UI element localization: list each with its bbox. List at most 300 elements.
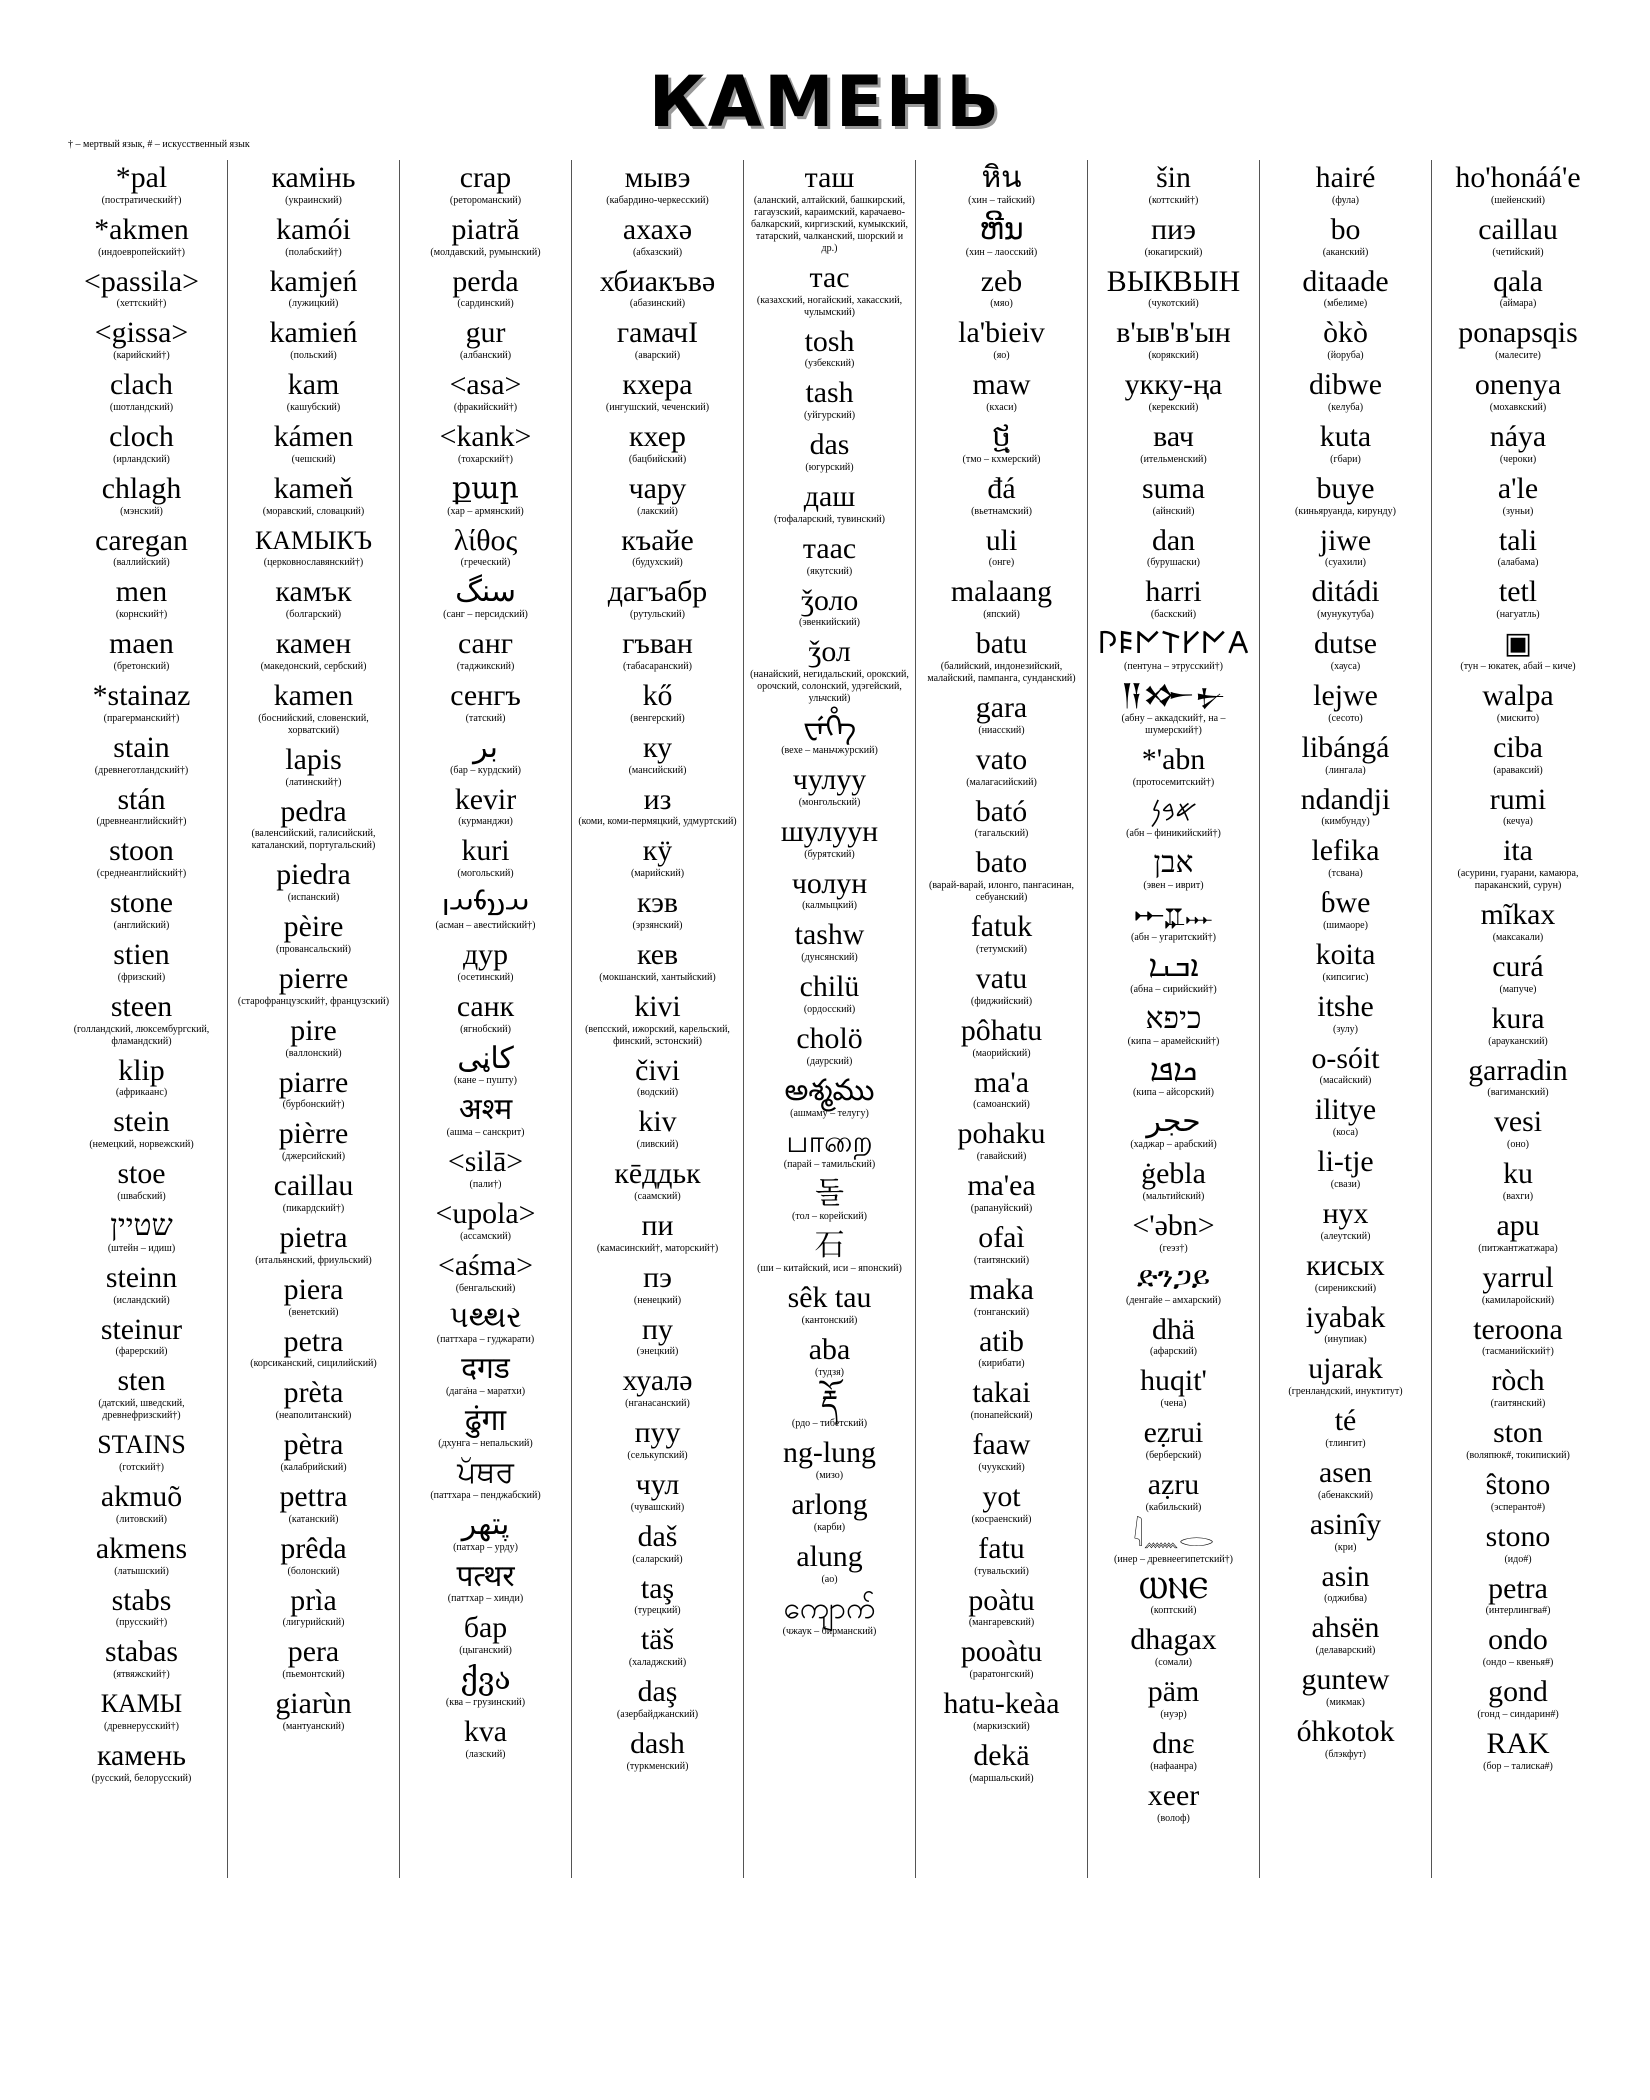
word-text: 𐤀𐤁𐤍 [1149,794,1198,828]
word-text: כיפא [1145,1001,1202,1035]
word-text: harri [1145,575,1202,609]
word-text: chlagh [101,471,182,505]
word-text: taş [640,1571,675,1605]
language-label: (инер – древнеегипетский†) [1113,1553,1233,1565]
language-label: (вахги) [1502,1190,1534,1202]
word-text: ditádi [1311,575,1380,609]
word-text: teroona [1473,1312,1563,1346]
language-label: (пикардский†) [282,1202,345,1214]
word-entry [1260,266,1431,311]
language-label: (ретороманский) [449,194,522,206]
word-entry [1260,1250,1431,1295]
language-label: (тсвана) [1328,868,1363,880]
word-text: ▣ [1503,627,1533,661]
language-label: (албанский) [459,350,512,362]
word-text: yot [982,1479,1021,1513]
word-entry [1432,1521,1604,1566]
word-text: <gissa> [94,316,189,350]
word-entry [1432,628,1604,673]
language-label: (ительменский) [1140,453,1207,465]
word-entry [400,835,571,880]
word-text: pièrre [278,1117,349,1151]
language-label: (раратонгский) [969,1669,1034,1681]
word-column [744,160,916,1878]
language-label: (кашубский) [286,402,341,414]
word-entry [572,1262,743,1307]
word-entry [56,317,227,362]
language-label: (баскский) [1150,609,1197,621]
language-label: (ягнобский) [460,1023,511,1035]
word-entry [1088,1417,1259,1462]
word-text: mĩkax [1480,898,1556,932]
word-text: xeer [1147,1778,1200,1812]
language-label: (нганасанский) [625,1398,690,1410]
word-text: ⲰⲚⲈ [1139,1571,1208,1605]
word-text: ofaì [978,1220,1025,1254]
word-entry [228,369,399,414]
word-entry [1088,162,1259,207]
word-text: بر [473,730,498,764]
word-entry [228,963,399,1008]
word-entry [1088,1365,1259,1410]
word-entry [1088,796,1259,841]
language-label: (тохарский†) [458,453,513,465]
language-label: (эрзянский) [632,920,683,931]
language-label: (неаполитанский) [275,1410,352,1422]
language-label: (парай – тамильский) [783,1159,876,1171]
word-text: अश्म [458,1093,513,1127]
language-label: (яо) [993,350,1010,362]
word-entry [1088,1262,1259,1307]
word-entry [572,887,743,932]
language-label: (рутульский) [630,609,685,621]
word-entry [56,576,227,621]
language-label: (паттхар – хинди) [447,1593,524,1605]
word-entry [744,1023,915,1068]
language-label: (денгайе – амхарский) [1126,1294,1221,1306]
word-entry [228,317,399,362]
language-label: (мунукутуба) [1317,609,1374,621]
word-text: kuta [1319,419,1372,453]
word-text: из [643,782,672,816]
word-text: пуу [634,1416,681,1450]
word-entry [1088,1314,1259,1359]
language-label: (абазинский) [629,298,686,310]
word-entry [1432,1106,1604,1151]
word-entry [916,1326,1087,1371]
language-label: (якутский) [806,565,853,577]
word-entry [744,1075,915,1120]
word-entry [1432,680,1604,725]
language-label: (мискито) [1496,712,1540,724]
word-text: lapis [285,742,342,776]
word-entry [916,692,1087,737]
word-text: кисых [1306,1248,1385,1282]
language-label: (голландский, люксембургский, фламандский) [73,1023,210,1047]
word-text: kő [642,678,673,712]
page-title: КАМЕНЬ [648,61,1002,143]
word-entry [1260,525,1431,570]
language-label: (нанайский, негидальский, орокский, орочский, солонский, удэгейский, ульчский) [750,669,909,705]
word-text: itshe [1317,989,1374,1023]
language-label: (латинский†) [285,776,342,788]
language-label: (селькупский) [627,1449,688,1461]
word-entry [400,369,571,414]
word-entry [1432,1624,1604,1669]
word-text: kamen [273,678,354,712]
word-text: чолун [791,866,868,900]
word-text: санк [456,989,515,1023]
word-entry [400,317,571,362]
word-text: таш [804,161,855,194]
word-entry [56,680,227,725]
word-text: piedra [276,858,351,892]
language-label: (сиреникский) [1314,1282,1377,1294]
language-label: (алабама) [1497,557,1539,569]
language-label: (микмак) [1326,1696,1365,1708]
word-text: тас [809,260,850,294]
word-entry [400,525,571,570]
word-entry [1088,369,1259,414]
language-label: (суахили) [1325,557,1366,569]
language-label: (ниасский) [978,724,1025,736]
word-text: tash [805,376,854,410]
language-label: (даурский) [806,1055,853,1067]
word-entry [1088,421,1259,466]
word-text: atib [979,1324,1024,1358]
language-label: (коса) [1332,1127,1359,1139]
word-text: dhä [1151,1312,1196,1346]
word-entry [228,576,399,621]
language-label: (бар – курдский) [450,764,521,776]
word-entry [1432,1262,1604,1307]
language-label: (таджикский) [456,661,515,673]
word-entry [228,525,399,570]
language-label: (абну – аккадский†, на – шумерский†) [1121,712,1226,736]
word-text: རྡོ [820,1384,839,1418]
word-text: камень [96,1738,187,1772]
language-label: (бор – талиска#) [1483,1760,1553,1772]
language-label: (казахский, ногайский, хакасский, чулымский) [756,294,903,318]
word-entry [228,911,399,956]
language-label: (дхунга – непальский) [438,1437,533,1449]
word-text: pôhatu [960,1013,1043,1047]
word-text: کاڼی [457,1041,514,1075]
word-text: ܟܐܦܐ [1149,1053,1198,1087]
word-text: qala [1493,264,1543,298]
word-entry [916,266,1087,311]
word-text: <'əbn> [1132,1208,1215,1242]
language-label: (тмо – кхмерский) [962,453,1041,465]
word-entry [1260,473,1431,518]
word-text: zeb [980,264,1023,298]
word-entry [572,1106,743,1151]
word-column [1432,160,1604,1878]
word-text: petra [1488,1571,1548,1605]
word-column [56,160,228,1878]
word-text: пиэ [1151,212,1196,246]
word-entry [1088,266,1259,311]
word-entry [1432,835,1604,892]
language-label: (вехе – маньчжурский) [781,745,878,757]
word-text: jiwe [1319,523,1372,557]
word-text: кӱ [642,834,673,868]
word-entry [572,317,743,362]
word-entry [400,784,571,829]
word-text: prêda [280,1531,347,1565]
language-label: (мангаревский) [968,1617,1035,1629]
language-label: (тетумский) [976,944,1027,955]
word-text: КАМЫКЪ [255,525,372,555]
word-text: iyabak [1305,1300,1386,1334]
word-entry [1260,162,1431,207]
word-entry [572,1676,743,1721]
word-entry [228,796,399,853]
language-label: (фризский) [117,971,166,983]
word-text: tetl [1498,575,1538,609]
word-entry [400,1716,571,1761]
language-label: (татский) [465,712,506,724]
word-entry [916,576,1087,621]
language-label: (джерсийский) [281,1151,346,1163]
word-entry [1260,1716,1431,1761]
word-entry [744,1489,915,1534]
word-text: maw [972,368,1031,402]
language-label: (хеттский†) [116,298,167,310]
word-entry [400,1457,571,1502]
language-label: (эсперанто#) [1490,1501,1546,1513]
word-entry [916,628,1087,685]
word-entry [1260,1612,1431,1657]
word-text: камък [275,575,352,609]
word-text: ǯоло [800,583,859,617]
word-text: piera [283,1272,344,1306]
word-text: giarùn [275,1687,352,1721]
word-text: stoon [109,834,174,868]
word-entry [228,1688,399,1733]
word-entry [916,1429,1087,1474]
word-text: libángá [1301,730,1390,764]
word-entry [1260,887,1431,932]
language-label: (ашма – санскрит) [446,1127,525,1139]
word-entry [1432,266,1604,311]
word-text: dibwe [1309,368,1382,402]
word-text: sten [117,1364,166,1398]
word-text: pire [290,1013,337,1047]
language-label: (ненецкий) [633,1294,682,1306]
word-entry [744,1230,915,1275]
word-entry [916,744,1087,789]
word-entry [744,636,915,705]
word-entry [572,680,743,725]
word-entry [1260,1146,1431,1191]
word-text: ǯол [808,635,851,669]
word-text: walpa [1482,678,1554,712]
word-text: klip [118,1053,165,1087]
word-entry [1432,1417,1604,1462]
language-label: (мапуче) [1499,983,1537,995]
word-entry [56,732,227,777]
language-label: (бурбонский†) [282,1099,345,1111]
word-entry [1260,1561,1431,1606]
language-label: (япский) [983,609,1020,621]
language-label: (кабильский) [1145,1501,1202,1513]
language-label: (афарский) [1149,1346,1198,1358]
word-text: suma [1141,471,1206,505]
word-entry [744,971,915,1016]
word-entry [56,1365,227,1422]
language-label: (венгерский) [630,712,685,724]
word-entry [1260,1198,1431,1243]
language-label: (македонский, сербский) [260,661,367,673]
language-label: (английский) [113,920,170,931]
word-entry [228,680,399,737]
word-text: bato [975,846,1028,880]
language-label: (гавайский) [976,1151,1027,1163]
language-label: (паттхара – гуджарати) [436,1334,535,1346]
language-label: (бацбийский) [628,453,687,465]
word-text: хуалә [622,1364,693,1398]
word-entry [572,1210,743,1255]
word-entry [916,214,1087,259]
word-text: பாறை [786,1125,873,1159]
word-text: అశ్మము [784,1073,875,1107]
word-entry [1432,1728,1604,1773]
language-label: (саамский) [634,1190,681,1202]
language-label: (хаджар – арабский) [1130,1139,1217,1151]
language-label: (молдавский, румынский) [430,246,541,258]
word-entry [572,214,743,259]
word-text: kamjeń [269,264,358,298]
language-label: (узбекский) [804,358,855,370]
word-text: гъван [622,627,693,661]
language-label: (итальянский, фриульский) [255,1254,372,1266]
word-entry [744,326,915,371]
word-text: кхер [629,419,686,453]
word-entry [916,525,1087,570]
word-text: мывэ [624,161,691,194]
word-entry [56,1262,227,1307]
word-column [1260,160,1432,1878]
language-label: (корякский) [1148,350,1199,362]
word-text: хбиакъвә [599,264,716,298]
language-label: (индоевропейский†) [98,246,185,258]
word-entry [1088,899,1259,944]
language-label: (нуэр) [1160,1708,1187,1720]
word-entry [916,847,1087,904]
word-entry [572,1158,743,1203]
word-text: ຫີນ [979,212,1024,246]
language-label: (ашмаму – телугу) [790,1107,869,1119]
language-label: (вьетнамский) [971,505,1032,517]
language-label: (бурушаски) [1146,557,1201,569]
language-label: (юкагирский) [1144,246,1203,258]
word-text: o-sóit [1311,1041,1380,1075]
word-entry [1260,1353,1431,1398]
word-entry [916,1585,1087,1630]
word-text: stabas [105,1635,178,1669]
language-label: (мбелиме) [1323,298,1368,310]
language-label: (туркменский) [626,1760,689,1772]
word-entry [400,680,571,725]
language-label: (датский, шведский, древнефризский†) [98,1398,185,1422]
word-text: ma'ea [967,1169,1036,1203]
language-label: (зуньи) [1502,505,1534,517]
language-label: (коптский) [1150,1605,1197,1617]
word-entry [1432,576,1604,621]
word-text: vato [975,742,1028,776]
word-entry [572,784,743,829]
word-entry [56,1481,227,1526]
word-text: bató [975,794,1028,828]
language-label: (камасинский†, маторский†) [596,1242,719,1254]
language-label: (старофранцузский†, французский) [237,995,390,1007]
language-label: (геэз†) [1159,1242,1188,1254]
language-label: (гонд – синдарин#) [1477,1708,1559,1720]
word-entry [228,214,399,259]
word-entry [56,835,227,880]
language-label: (будухский) [632,557,683,569]
word-entry [400,162,571,207]
language-label: (малагасийский) [966,776,1037,788]
word-entry [228,1429,399,1474]
word-entry [572,1055,743,1100]
word-entry [228,628,399,673]
word-entry [228,1274,399,1319]
word-entry [572,732,743,777]
word-entry [572,1728,743,1773]
language-label: (питжантжатжара) [1478,1242,1558,1254]
word-text: камінь [271,161,356,194]
word-entry [1432,473,1604,518]
language-label: (энецкий) [636,1346,679,1358]
language-label: (ингушский, чеченский) [605,402,710,414]
word-text: buye [1316,471,1375,505]
word-entry [56,1055,227,1100]
word-entry [916,911,1087,956]
word-entry [572,421,743,466]
word-text: vesi [1493,1105,1543,1139]
word-text: daš [637,1519,678,1553]
word-entry [1432,732,1604,777]
word-entry [1260,369,1431,414]
word-column [916,160,1088,1878]
word-text: <upola> [435,1196,536,1230]
word-text: vatu [975,961,1028,995]
word-entry [744,919,915,964]
word-entry [572,835,743,880]
word-column [400,160,572,1878]
word-text: ditaade [1302,264,1389,298]
word-text: tosh [804,324,855,358]
language-label: (бретонский) [113,661,170,673]
word-text: ကျောက် [783,1591,876,1625]
word-entry [400,1664,571,1709]
word-text: *akmen [94,212,189,246]
language-label: (оно) [1506,1139,1529,1151]
word-text: asin [1321,1559,1370,1593]
language-label: (балийский, индонезийский, малайский, пампанга, сунданский) [927,661,1076,685]
word-text: dhagax [1130,1623,1217,1657]
word-text: ciba [1493,730,1543,764]
word-text: 𓇋𓈖𓂋 [1132,1519,1215,1553]
word-entry [744,481,915,526]
language-label: (шейенский) [1491,194,1545,206]
word-text: akmuõ [100,1479,183,1513]
word-entry [400,887,571,932]
word-entry [1088,847,1259,892]
word-text: STAINS [97,1430,186,1460]
